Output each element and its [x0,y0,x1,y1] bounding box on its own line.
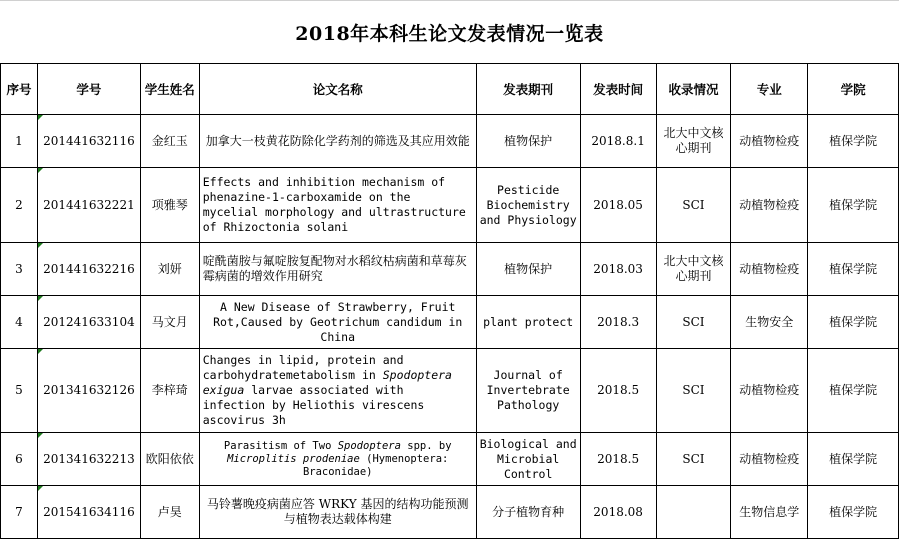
cell-paper[interactable]: A New Disease of Strawberry, Fruit Rot,Caused by Geotrichum candidum in China [199,296,476,349]
paper-title-part: Changes in lipid, protein and carbohydratemetabolism in [202,353,404,382]
cell-college[interactable]: 植保学院 [808,243,899,296]
paper-title-species: Spodoptera [337,439,401,452]
cell-major[interactable]: 动植物检疫 [731,433,808,486]
cell-no[interactable]: 6 [1,433,38,486]
cell-date[interactable]: 2018.08 [580,486,656,539]
number-as-text-indicator-icon [38,168,43,173]
cell-paper[interactable]: 啶酰菌胺与氟啶胺复配物对水稻纹枯病菌和草莓灰霉病菌的增效作用研究 [199,243,476,296]
cell-college[interactable]: 植保学院 [808,349,899,433]
table-row [1,349,899,433]
number-as-text-indicator-icon [38,115,43,120]
header-no[interactable]: 序号 [1,64,38,115]
header-journal[interactable]: 发表期刊 [476,64,580,115]
cell-student-id[interactable] [37,349,140,433]
cell-major[interactable]: 生物信息学 [731,486,808,539]
cell-name[interactable]: 李梓琦 [140,349,199,433]
cell-name[interactable]: 欧阳依依 [140,433,199,486]
table-title: 2018年本科生论文发表情况一览表 [0,0,899,64]
cell-name[interactable]: 马文月 [140,296,199,349]
cell-student-id[interactable] [37,115,140,168]
cell-no[interactable]: 4 [1,296,38,349]
student-id-text: 201441632216 [43,261,135,276]
cell-date[interactable]: 2018.3 [580,296,656,349]
cell-paper[interactable] [199,433,476,486]
table-row [1,486,899,539]
paper-title-part: Parasitism of Two [223,439,338,452]
number-as-text-indicator-icon [38,486,43,491]
cell-indexed[interactable]: 北大中文核心期刊 [656,115,731,168]
student-id-text: 201341632126 [43,383,135,397]
cell-no[interactable]: 1 [1,115,38,168]
header-paper[interactable]: 论文名称 [199,64,476,115]
cell-major[interactable]: 动植物检疫 [731,115,808,168]
cell-name[interactable]: 卢昊 [140,486,199,539]
cell-name[interactable]: 项雅琴 [140,168,199,243]
cell-paper[interactable]: 加拿大一枝黄花防除化学药剂的筛选及其应用效能 [199,115,476,168]
header-name[interactable]: 学生姓名 [140,64,199,115]
cell-major[interactable]: 生物安全 [731,296,808,349]
cell-college[interactable]: 植保学院 [808,296,899,349]
student-id-text: 201241633104 [43,314,135,329]
cell-student-id[interactable] [37,486,140,539]
cell-journal[interactable]: 植物保护 [476,115,580,168]
cell-major[interactable]: 动植物检疫 [731,349,808,433]
cell-indexed[interactable]: SCI [656,433,731,486]
cell-indexed[interactable]: 北大中文核心期刊 [656,243,731,296]
cell-paper[interactable]: 马铃薯晚疫病菌应答 WRKY 基因的结构功能预测与植物表达载体构建 [199,486,476,539]
cell-major[interactable]: 动植物检疫 [731,168,808,243]
number-as-text-indicator-icon [38,296,43,301]
cell-name[interactable]: 金红玉 [140,115,199,168]
cell-name[interactable]: 刘妍 [140,243,199,296]
table-row [1,433,899,486]
header-student-id[interactable]: 学号 [37,64,140,115]
cell-indexed[interactable]: SCI [656,349,731,433]
header-row [1,64,899,115]
paper-title-species: Microplitis prodeniae [227,452,360,465]
paper-title-species: Spodoptera exigua [202,368,452,397]
cell-college[interactable]: 植保学院 [808,115,899,168]
cell-journal[interactable]: Pesticide Biochemistry and Physiology [476,168,580,243]
student-id-text: 201541634116 [43,504,135,519]
cell-student-id[interactable] [37,243,140,296]
paper-title-part: spp. by [400,439,452,452]
cell-date[interactable]: 2018.5 [580,349,656,433]
table-row [1,243,899,296]
table-row [1,296,899,349]
cell-journal[interactable]: 植物保护 [476,243,580,296]
number-as-text-indicator-icon [38,243,43,248]
cell-paper[interactable] [199,349,476,433]
cell-journal[interactable]: 分子植物育种 [476,486,580,539]
cell-indexed[interactable] [656,486,731,539]
cell-indexed[interactable]: SCI [656,296,731,349]
cell-date[interactable]: 2018.05 [580,168,656,243]
student-id-text: 201341632213 [43,451,135,466]
paper-title-part: (Hymenoptera: Braconidae) [302,452,449,478]
cell-date[interactable]: 2018.03 [580,243,656,296]
header-college[interactable]: 学院 [808,64,899,115]
header-date[interactable]: 发表时间 [580,64,656,115]
cell-no[interactable]: 7 [1,486,38,539]
cell-no[interactable]: 5 [1,349,38,433]
number-as-text-indicator-icon [38,349,43,354]
paper-title-part: larvae associated with infection by Heliothis virescens ascovirus 3h [202,383,425,427]
student-id-text: 201441632116 [43,133,135,148]
cell-major[interactable]: 动植物检疫 [731,243,808,296]
cell-date[interactable]: 2018.5 [580,433,656,486]
cell-paper[interactable]: Effects and inhibition mechanism of phenazine-1-carboxamide on the mycelial morphology and ultrastructure of Rhizoctonia solani [199,168,476,243]
cell-college[interactable]: 植保学院 [808,433,899,486]
cell-indexed[interactable]: SCI [656,168,731,243]
cell-student-id[interactable] [37,296,140,349]
cell-date[interactable]: 2018.8.1 [580,115,656,168]
cell-no[interactable]: 3 [1,243,38,296]
cell-student-id[interactable] [37,168,140,243]
cell-journal[interactable]: plant protect [476,296,580,349]
header-indexed[interactable]: 收录情况 [656,64,731,115]
cell-journal[interactable]: Journal of Invertebrate Pathology [476,349,580,433]
header-major[interactable]: 专业 [731,64,808,115]
cell-college[interactable]: 植保学院 [808,168,899,243]
papers-table [0,63,899,539]
student-id-text: 201441632221 [43,197,135,212]
cell-journal[interactable]: Biological and Microbial Control [476,433,580,486]
table-row [1,168,899,243]
cell-no[interactable]: 2 [1,168,38,243]
cell-college[interactable]: 植保学院 [808,486,899,539]
table-row [1,115,899,168]
number-as-text-indicator-icon [38,433,43,438]
cell-student-id[interactable] [37,433,140,486]
